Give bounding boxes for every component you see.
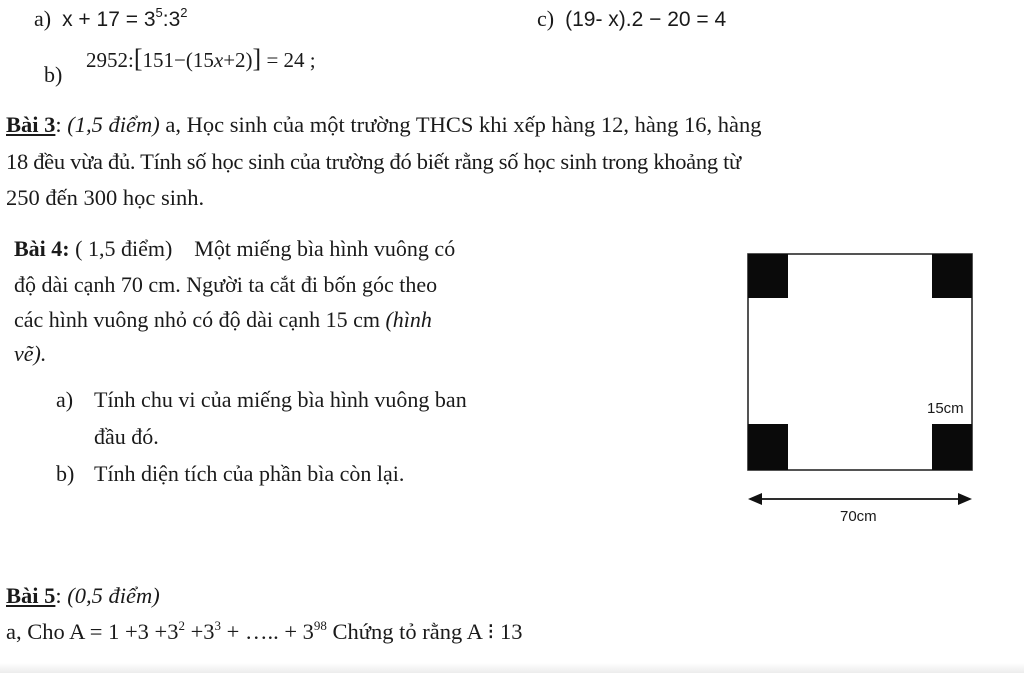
bai4-points: ( 1,5 điểm) bbox=[75, 236, 173, 261]
problem-c-label: c) bbox=[537, 6, 555, 31]
problem-a bbox=[34, 6, 187, 32]
bai5-heading: Bài 5: (0,5 điểm) bbox=[6, 583, 160, 608]
bai3-line2: 18 đều vừa đủ. Tính số học sinh của trường đó biết rằng số học sinh trong khoảng từ bbox=[6, 149, 741, 174]
bai4-line3: các hình vuông nhỏ có độ dài cạnh 15 cm (hình bbox=[14, 307, 432, 332]
corner-size-label: 15cm bbox=[927, 400, 964, 417]
bai3-line3: 250 đến 300 học sinh. bbox=[6, 185, 205, 210]
bai4-line2: độ dài cạnh 70 cm. Người ta cắt đi bốn góc theo bbox=[14, 272, 438, 297]
square-figure bbox=[736, 246, 996, 536]
problem-a-expression: $x + 17 = 3^5:3^2$ bbox=[62, 5, 188, 31]
bai5-title: Bài 5 bbox=[6, 583, 56, 608]
bai4-title: Bài 4: bbox=[14, 236, 70, 261]
bai4-question-b-label: b) bbox=[56, 461, 75, 486]
bai3-line1: Bài 3: (1,5 điểm) a, Học sinh của một trường THCS khi xếp hàng 12, hàng 16, hàng bbox=[6, 112, 762, 137]
bai4-question-a-label: a) bbox=[56, 387, 74, 412]
bai5-line-a: a, Cho $A = 1 +3 +3^2 +3^3$ + ….. + $3^{98}$ Chứng tỏ rằng A ⁝ 13 bbox=[6, 618, 523, 644]
bai3-title: Bài 3 bbox=[6, 112, 56, 137]
right-arrowhead bbox=[958, 493, 972, 505]
bai3-points: (1,5 điểm) bbox=[67, 112, 160, 137]
bai4-question-a-line1: Tính chu vi của miếng bìa hình vuông ban bbox=[94, 387, 467, 412]
problem-c-expression: (19- x).2 − 20 = 4 bbox=[565, 8, 727, 31]
corner-cut-bottom-left bbox=[748, 424, 788, 470]
corner-cut-bottom-right bbox=[932, 424, 972, 470]
corner-cut-top-right bbox=[932, 254, 972, 298]
bai4-line1: Bài 4: ( 1,5 điểm) Một miếng bìa hình vuông có bbox=[14, 236, 456, 261]
bai4-question-a-line2: đầu đó. bbox=[94, 424, 159, 449]
problem-b-expression: 2952:[151−(15x+2)] = 24 ; bbox=[86, 44, 316, 73]
bai4-question-b-line1: Tính diện tích của phần bìa còn lại. bbox=[94, 461, 405, 486]
bai4-line4: vẽ). bbox=[14, 341, 47, 366]
corner-cut-top-left bbox=[748, 254, 788, 298]
bai5-points: (0,5 điểm) bbox=[67, 583, 160, 608]
problem-b-label: b) bbox=[44, 62, 63, 87]
problem-a-label: a) bbox=[34, 6, 52, 31]
page-bottom-shadow bbox=[0, 663, 1024, 673]
problem-c bbox=[537, 6, 726, 32]
width-label: 70cm bbox=[840, 508, 877, 525]
left-arrowhead bbox=[748, 493, 762, 505]
